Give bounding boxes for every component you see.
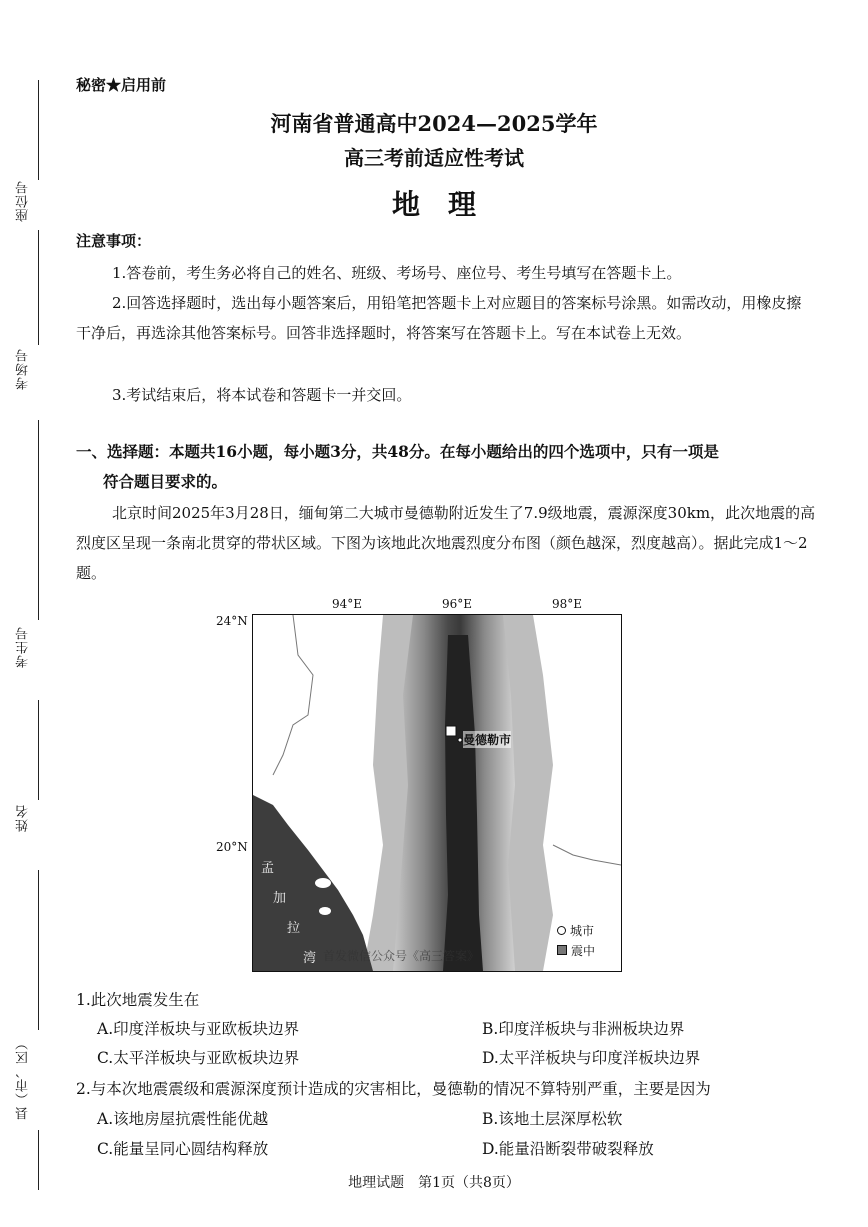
legend-city-label: 城市 xyxy=(570,924,595,938)
name-label: 姓名 xyxy=(16,804,31,832)
border-line xyxy=(553,845,621,865)
question-stem: 北京时间2025年3月28日，缅甸第二大城市曼德勒附近发生了7.9级地震，震源深度30km，此次地震的高烈度区呈现一条南北贯穿的带状区域。下图为该地此次地震烈度分布图（颜色越深，烈度越高）。据此完成1～2题。 xyxy=(76,504,816,582)
island xyxy=(315,878,331,888)
question-1: 1.此次地震发生在 xyxy=(76,991,200,1009)
island xyxy=(319,907,331,915)
county-label: 县（市、区） xyxy=(16,1036,31,1120)
city-marker xyxy=(446,726,456,736)
city-label: 曼德勒市 xyxy=(463,733,512,747)
seat-label: 座位号 xyxy=(16,180,31,222)
legend-epicenter xyxy=(557,941,595,961)
q2-option-d: D.能量沿断裂带破裂释放 xyxy=(482,1140,654,1158)
legend-city-icon xyxy=(557,926,566,935)
margin-line-5 xyxy=(38,870,39,1030)
margin-line-3 xyxy=(38,420,39,620)
exam-subtitle: 高三考前适应性考试 xyxy=(344,146,524,170)
q1-option-c: C.太平洋板块与亚欧板块边界 xyxy=(97,1049,300,1067)
legend-epicenter-label: 震中 xyxy=(571,944,596,958)
room-label: 考场号 xyxy=(16,348,31,390)
city-dot xyxy=(458,738,462,742)
question-2: 2.与本次地震震级和震源深度预计造成的灾害相比，曼德勒的情况不算特别严重，主要是因为 xyxy=(76,1080,711,1098)
lon-label-96: 96°E xyxy=(442,597,473,611)
section-heading-line2: 符合题目要求的。 xyxy=(103,472,228,491)
q1-option-d: D.太平洋板块与印度洋板块边界 xyxy=(482,1049,701,1067)
legend xyxy=(553,919,599,963)
lon-label-98: 98°E xyxy=(552,597,583,611)
watermark: 首发微信公众号《高三答案》 xyxy=(323,949,480,963)
sea-label-1: 孟 xyxy=(261,861,275,876)
border-line xyxy=(273,615,313,775)
exam-no-label: 考生号 xyxy=(16,626,31,668)
lat-label-20: 20°N xyxy=(216,840,248,854)
lon-label-94: 94°E xyxy=(332,597,363,611)
page-footer: 地理试题 第1页（共8页） xyxy=(348,1175,520,1191)
q2-option-a: A.该地房屋抗震性能优越 xyxy=(97,1110,269,1128)
notice-item-2: 2.回答选择题时，选出每小题答案后，用铅笔把答题卡上对应题目的答案标号涂黑。如需改动，用橡皮擦干净后，再选涂其他答案标号。回答非选择题时，将答案写在答题卡上。写在本试卷上无效。 xyxy=(76,294,802,342)
exam-title: 河南省普通高中2024—2025学年 xyxy=(270,111,598,136)
legend-city xyxy=(557,921,595,941)
margin-line-4 xyxy=(38,700,39,800)
notice-item-3: 3.考试结束后，将本试卷和答题卡一并交回。 xyxy=(112,386,412,404)
q1-option-a: A.印度洋板块与亚欧板块边界 xyxy=(97,1020,300,1038)
subject-title: 地理 xyxy=(391,188,504,221)
q2-option-b: B.该地土层深厚松软 xyxy=(482,1110,623,1128)
section-heading xyxy=(76,437,821,497)
notice-heading: 注意事项： xyxy=(76,232,152,250)
seismic-intensity-map xyxy=(252,614,622,972)
sea-label-2: 加 xyxy=(273,891,287,906)
q1-option-b: B.印度洋板块与非洲板块边界 xyxy=(482,1020,685,1038)
secret-label: 秘密★启用前 xyxy=(76,76,167,94)
map-graphic xyxy=(253,615,621,971)
notice-item-1: 1.答卷前，考生务必将自己的姓名、班级、考场号、座位号、考生号填写在答题卡上。 xyxy=(112,264,682,282)
lat-label-24: 24°N xyxy=(216,614,248,628)
sea-label-4: 湾 xyxy=(303,951,317,966)
legend-epicenter-icon xyxy=(557,945,567,955)
margin-line-2 xyxy=(38,230,39,345)
sea-label-3: 拉 xyxy=(287,921,301,936)
section-heading-line1: 一、选择题：本题共16小题，每小题3分，共48分。在每小题给出的四个选项中，只有一项是 xyxy=(76,442,719,461)
sea-area xyxy=(253,795,373,971)
q2-option-c: C.能量呈同心圆结构释放 xyxy=(97,1140,269,1158)
